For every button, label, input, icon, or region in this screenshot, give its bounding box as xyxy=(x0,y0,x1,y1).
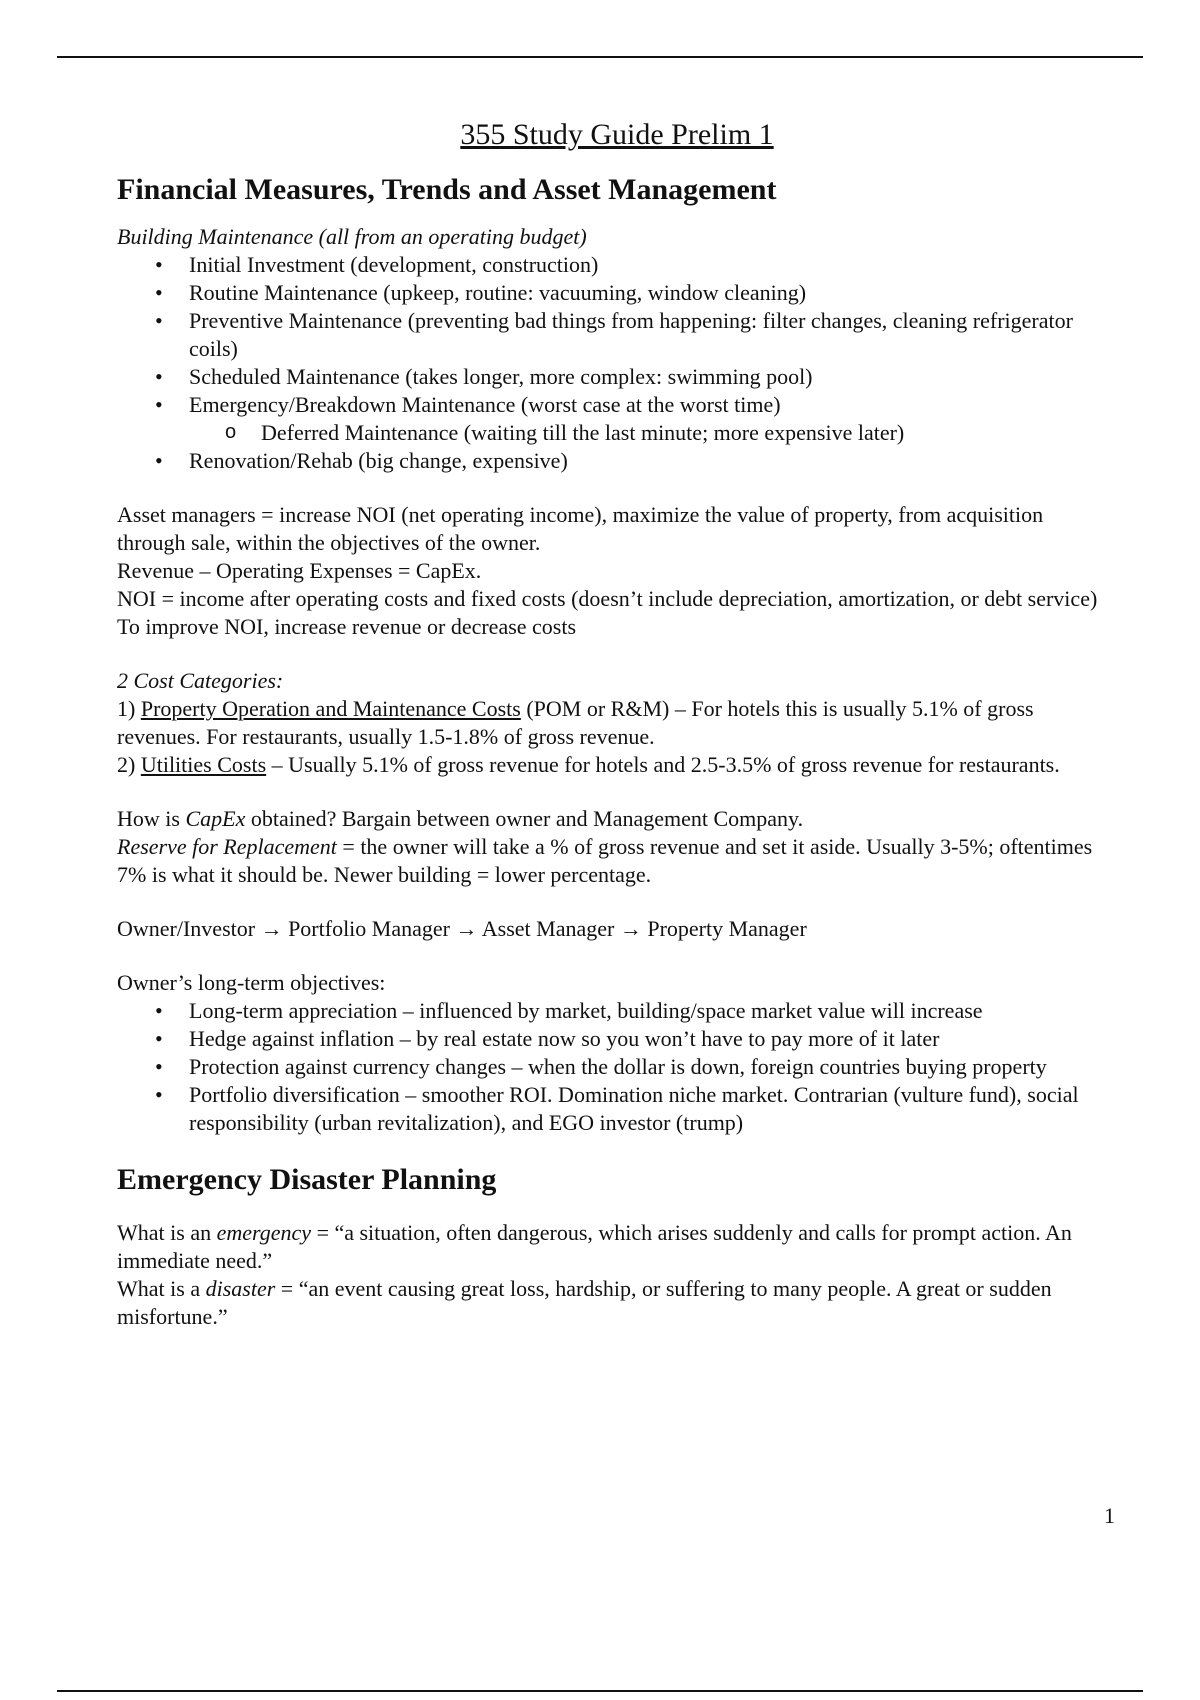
improve-noi-line: To improve NOI, increase revenue or decrease costs xyxy=(117,614,577,639)
objectives-label: Owner’s long-term objectives: xyxy=(117,970,386,995)
list-item: • Hedge against inflation – by real estate now so you won’t have to pay more of it later xyxy=(189,1025,1117,1053)
list-item: • Portfolio diversification – smoother ROI. Domination niche market. Contrarian (vulture fund), social responsibility (urban revitalization), and EGO investor (trump) xyxy=(189,1081,1117,1137)
management-chain: Owner/Investor → Portfolio Manager → Asset Manager → Property Manager xyxy=(117,916,807,941)
revenue-line: Revenue – Operating Expenses = CapEx. xyxy=(117,558,482,583)
list-item xyxy=(189,391,1117,447)
disaster-definition: What is a disaster = “an event causing great loss, hardship, or suffering to many people. A great or sudden misfortune.” xyxy=(117,1276,1052,1329)
sub-list-item: o Deferred Maintenance (waiting till the last minute; more expensive later) xyxy=(261,419,1117,447)
cost-category-1-name: Property Operation and Maintenance Costs xyxy=(140,696,521,721)
list-item: • Protection against currency changes – when the dollar is down, foreign countries buying property xyxy=(189,1053,1117,1081)
list-item: • Preventive Maintenance (preventing bad things from happening: filter changes, cleaning refrigerator coils) xyxy=(189,307,1117,363)
page-number: 1 xyxy=(1104,1503,1115,1528)
noi-line: NOI = income after operating costs and fixed costs (doesn’t include depreciation, amortization, or debt service) xyxy=(117,586,1098,611)
maintenance-label: Building Maintenance (all from an operating budget) xyxy=(117,224,587,249)
list-item: • Initial Investment (development, construction) xyxy=(189,251,1117,279)
emergency-definition: What is an emergency = “a situation, often dangerous, which arises suddenly and calls for prompt action. An immediate need.” xyxy=(117,1220,1072,1273)
list-item-text: Emergency/Breakdown Maintenance (worst case at the worst time) xyxy=(189,392,781,417)
cost-category-2-name: Utilities Costs xyxy=(140,752,267,777)
capex-question: How is CapEx obtained? Bargain between owner and Management Company. xyxy=(117,806,804,831)
list-item: • Renovation/Rehab (big change, expensive) xyxy=(189,447,1117,475)
section-heading-financial: Financial Measures, Trends and Asset Management xyxy=(117,173,777,206)
cost-category-1: 1) Property Operation and Maintenance Costs (POM or R&M) – For hotels this is usually 5.1% of gross revenues. For restaurants, usually 1.5-1.8% of gross revenue. xyxy=(117,696,1034,749)
cost-categories-label: 2 Cost Categories: xyxy=(117,668,284,693)
list-item: • Long-term appreciation – influenced by market, building/space market value will increase xyxy=(189,997,1117,1025)
section-heading-emergency: Emergency Disaster Planning xyxy=(117,1163,497,1196)
list-item: • Scheduled Maintenance (takes longer, more complex: swimming pool) xyxy=(189,363,1117,391)
cost-category-2: 2) Utilities Costs – Usually 5.1% of gross revenue for hotels and 2.5-3.5% of gross revenue for restaurants. xyxy=(117,752,1060,777)
bottom-rule xyxy=(57,1690,1143,1692)
objectives-list xyxy=(117,997,1117,1137)
asset-managers-text: Asset managers = increase NOI (net operating income), maximize the value of property, from acquisition through sale, within the objectives of the owner. xyxy=(117,502,1044,555)
maintenance-list xyxy=(117,251,1117,475)
sub-list xyxy=(189,419,1117,447)
reserve-for-replacement: Reserve for Replacement = the owner will take a % of gross revenue and set it aside. Usually 3-5%; oftentimes 7% is what it should be. Newer building = lower percentage. xyxy=(117,834,1093,887)
list-item: • Routine Maintenance (upkeep, routine: vacuuming, window cleaning) xyxy=(189,279,1117,307)
top-rule xyxy=(57,56,1143,58)
document-title: 355 Study Guide Prelim 1 xyxy=(460,118,774,151)
document-page xyxy=(117,115,1117,1331)
